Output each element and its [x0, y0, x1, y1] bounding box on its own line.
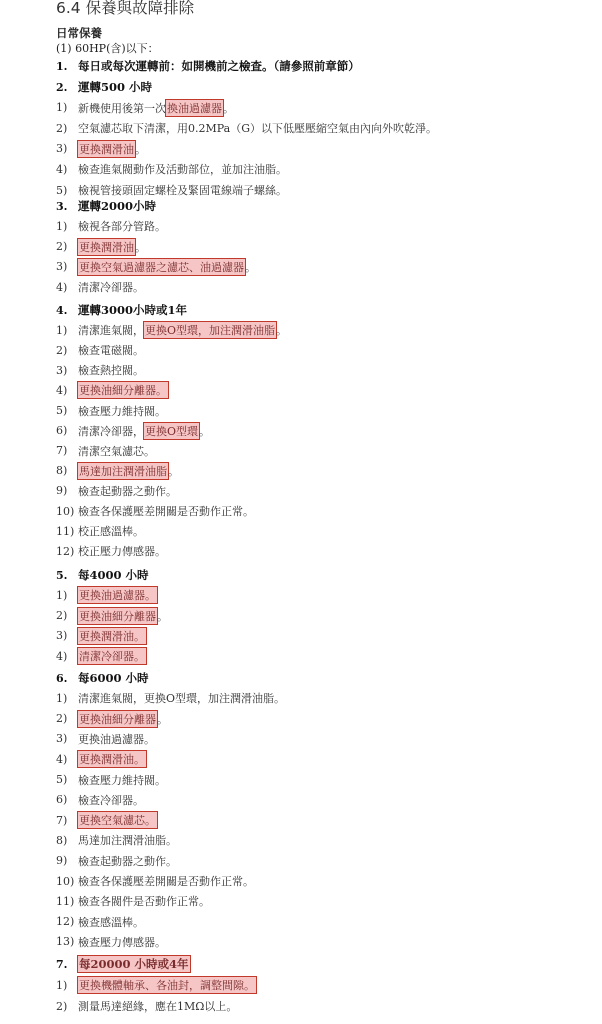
sec20000-item-1 — [56, 976, 256, 994]
item-number: 5) — [56, 404, 68, 417]
sec2000-heading-text: 運轉2000小時 — [78, 199, 157, 213]
item-number: 6) — [56, 424, 68, 438]
item-text: 更換油過濾器。 — [78, 732, 155, 746]
item-number: 5) — [56, 773, 68, 786]
item-text: 檢查各保護壓差開關是否動作正常。 — [78, 875, 254, 888]
sec6000-item-9 — [56, 852, 177, 870]
item-text-tail: 。 — [276, 324, 288, 338]
item-highlight: 更換潤滑油。 — [79, 753, 145, 767]
sec6000-item-13 — [56, 933, 166, 951]
sec2000-item-4 — [56, 278, 144, 296]
sec3000-item-5 — [56, 402, 166, 420]
item-number: 4) — [56, 280, 68, 294]
item-number: 8) — [56, 833, 68, 847]
sec500-item-4 — [56, 160, 287, 178]
item-highlight: 更換潤滑油 — [79, 142, 134, 156]
sec2000-heading — [56, 197, 156, 215]
item-number: 8) — [56, 464, 68, 478]
sec2000-heading-number: 3. — [56, 199, 68, 213]
item-text: 檢查壓力維持閥。 — [78, 773, 166, 787]
item-text: 檢查感溫棒。 — [78, 915, 144, 929]
item-number: 4) — [56, 649, 68, 663]
sec4000-heading-text: 每4000 小時 — [78, 568, 149, 582]
item-highlight: 更換潤滑油 — [79, 240, 134, 254]
sec2000-item-3 — [56, 258, 256, 276]
item-highlight: 更換油過濾器。 — [79, 589, 156, 603]
item-highlight: 更換潤滑油。 — [79, 629, 145, 643]
item-number: 13) — [56, 935, 75, 949]
section-title: 6.4 保養與故障排除 — [56, 0, 195, 17]
item-text: 檢視各部分管路。 — [78, 220, 166, 234]
item-highlight: 更換油細分離器 — [79, 609, 156, 623]
sec6000-item-4 — [56, 750, 146, 768]
sec3000-item-7 — [56, 442, 155, 460]
sec500-item-1 — [56, 99, 234, 117]
head-1-number: 1. — [56, 59, 68, 73]
sec3000-item-12 — [56, 542, 166, 560]
item-text: 檢查進氣閥動作及活動部位，並加注油脂。 — [78, 163, 287, 177]
item-text-tail: 。 — [157, 712, 168, 726]
item-number: 2) — [56, 240, 68, 254]
item-text-tail: 。 — [168, 464, 179, 478]
sec3000-heading — [56, 301, 187, 319]
item-number: 12) — [56, 915, 75, 929]
item-text: 空氣濾芯取下清潔，用0.2MPa（G）以下低壓壓縮空氣由內向外吹乾淨。 — [78, 122, 438, 136]
item-text: 檢視管接頭固定螺栓及緊固電線端子螺絲。 — [78, 184, 287, 197]
item-number: 3) — [56, 260, 68, 274]
item-text: 新機使用後第一次 — [78, 101, 166, 115]
item-highlight: 更換空氣濾芯。 — [79, 814, 156, 828]
sec6000-item-8 — [56, 831, 177, 849]
item-number: 1) — [56, 691, 68, 705]
item-number: 3) — [56, 363, 68, 377]
item-highlight: 更換油細分離器 — [79, 712, 156, 726]
item-number: 10) — [56, 874, 75, 888]
sec500-item-3 — [56, 140, 146, 158]
sec3000-heading-number: 4. — [56, 303, 68, 317]
sec4000-heading-number: 5. — [56, 568, 68, 582]
item-number: 7) — [56, 813, 68, 827]
item-number: 3) — [56, 732, 68, 746]
sec20000-heading-text: 每20000 小時或4年 — [79, 957, 189, 971]
sec6000-heading-text: 每6000 小時 — [78, 671, 149, 685]
item-text-tail: 。 — [135, 240, 146, 254]
item-text: 校正壓力傳感器。 — [78, 545, 166, 559]
sec6000-item-2 — [56, 710, 168, 728]
daily-maintenance-title: 日常保養 — [56, 26, 102, 40]
item-highlight: 清潔冷卻器。 — [79, 650, 145, 664]
sec6000-item-1 — [56, 689, 285, 707]
sec3000-item-9 — [56, 482, 177, 500]
item-text: 清潔進氣閥， — [78, 324, 144, 338]
item-text: 檢查冷卻器。 — [78, 793, 144, 807]
sec20000-heading-number: 7. — [56, 957, 68, 971]
item-text-tail: 。 — [223, 101, 234, 115]
sec4000-item-3 — [56, 627, 146, 645]
sec6000-item-11 — [56, 892, 210, 910]
item-text-tail: 。 — [157, 609, 168, 623]
item-text-tail: 。 — [199, 424, 211, 438]
item-text: 檢查壓力維持閥。 — [78, 404, 166, 418]
item-number: 1) — [56, 101, 68, 115]
item-number: 3) — [56, 629, 68, 643]
item-highlight: 更換空氣過濾器之濾芯、油過濾器 — [79, 260, 244, 274]
sec4000-item-1 — [56, 586, 157, 604]
item-number: 9) — [56, 854, 68, 868]
item-number: 4) — [56, 383, 68, 397]
item-text: 清潔空氣濾芯。 — [78, 444, 155, 458]
sec6000-item-3 — [56, 730, 155, 748]
item-number: 6) — [56, 793, 68, 807]
item-text: 檢查電磁閥。 — [78, 344, 144, 358]
item-text: 校正感溫棒。 — [78, 525, 144, 539]
sec20000-item-2 — [56, 997, 237, 1015]
item-text: 清潔進氣閥，更換O型環，加注潤滑油脂。 — [78, 692, 286, 706]
sec6000-heading-number: 6. — [56, 671, 68, 685]
item-text: 馬達加注潤滑油脂。 — [78, 834, 177, 848]
item-highlight: 更換O型環，加注潤滑油脂 — [145, 324, 276, 338]
item-number: 5) — [56, 183, 68, 197]
head-1-text: 每日或每次運轉前：如開機前之檢查。（請參照前章節） — [78, 59, 360, 73]
item-text: 檢查各保護壓差開關是否動作正常。 — [78, 505, 254, 518]
item-number: 11) — [56, 524, 75, 538]
sec4000-item-2 — [56, 607, 168, 625]
item-text: 檢查熱控閥。 — [78, 364, 144, 378]
sec3000-item-2 — [56, 341, 144, 359]
sec4000-item-4 — [56, 647, 146, 665]
sec500-item-2 — [56, 119, 437, 137]
item-text: 清潔冷卻器， — [78, 424, 144, 438]
item-number: 3) — [56, 142, 68, 156]
sec500-heading — [56, 78, 152, 96]
item-text-tail: 。 — [135, 142, 146, 156]
item-number: 1) — [56, 219, 68, 233]
item-number: 2) — [56, 609, 68, 623]
sec6000-heading — [56, 669, 149, 687]
item-highlight: 換油過濾器 — [167, 101, 222, 115]
item-number: 9) — [56, 484, 68, 498]
sec3000-heading-text: 運轉3000小時或1年 — [78, 303, 188, 317]
daily-maintenance-subtitle: (1) 60HP(含)以下： — [56, 42, 159, 55]
sec500-heading-text: 運轉500 小時 — [78, 80, 153, 94]
item-number: 1) — [56, 978, 68, 992]
item-number: 4) — [56, 162, 68, 176]
item-number: 2) — [56, 343, 68, 357]
item-number: 11) — [56, 894, 75, 908]
sec6000-item-7 — [56, 811, 157, 829]
head-1 — [56, 57, 360, 75]
item-highlight: 馬達加注潤滑油脂 — [79, 464, 167, 478]
sec2000-item-1 — [56, 217, 166, 235]
item-highlight: 更換O型環 — [145, 424, 199, 438]
sec3000-item-1 — [56, 321, 287, 339]
sec3000-item-8 — [56, 462, 179, 480]
item-number: 2) — [56, 712, 68, 726]
sec3000-item-3 — [56, 361, 144, 379]
item-number: 1) — [56, 323, 68, 337]
item-text: 清潔冷卻器。 — [78, 281, 144, 295]
item-number: 7) — [56, 444, 68, 458]
item-text: 檢查起動器之動作。 — [78, 854, 177, 868]
item-text-tail: 。 — [245, 260, 256, 274]
sec2000-item-2 — [56, 238, 146, 256]
item-text: 檢查壓力傳感器。 — [78, 935, 166, 949]
sec3000-item-10 — [56, 502, 254, 520]
sec3000-item-11 — [56, 522, 144, 540]
sec6000-item-12 — [56, 913, 144, 931]
sec20000-heading — [56, 955, 190, 973]
sec6000-item-5 — [56, 771, 166, 789]
sec6000-item-10 — [56, 872, 254, 890]
sec6000-item-6 — [56, 791, 144, 809]
sec3000-item-4 — [56, 381, 168, 399]
item-text: 檢查各閥件是否動作正常。 — [78, 895, 210, 909]
item-text: 測量馬達絕緣，應在1MΩ以上。 — [78, 1000, 238, 1013]
item-number: 4) — [56, 752, 68, 766]
item-highlight: 更換機體軸承、各油封，調整間隙。 — [79, 979, 255, 992]
sec500-heading-number: 2. — [56, 80, 68, 94]
item-number: 1) — [56, 588, 68, 602]
item-number: 10) — [56, 504, 75, 518]
item-text: 檢查起動器之動作。 — [78, 484, 177, 498]
sec3000-item-6 — [56, 422, 210, 440]
sec4000-heading — [56, 566, 149, 584]
item-number: 12) — [56, 544, 75, 558]
item-highlight: 更換油細分離器。 — [79, 384, 167, 398]
item-number: 2) — [56, 999, 68, 1013]
item-number: 2) — [56, 121, 68, 135]
